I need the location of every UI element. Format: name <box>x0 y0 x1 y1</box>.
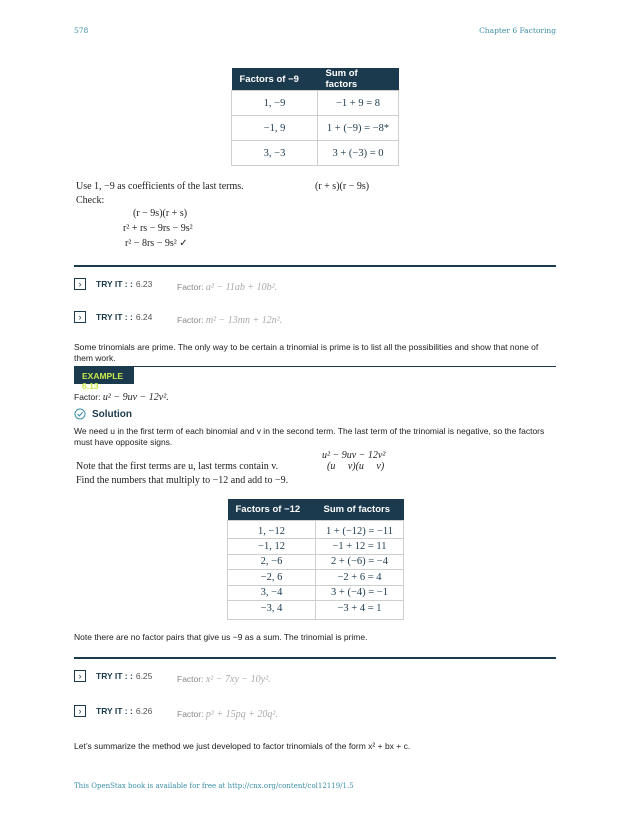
table-cell: −1, 12 <box>228 539 316 554</box>
use-coefficients-expr: (r + s)(r − 9s) <box>315 181 370 192</box>
table-header-sum: Sum of factors <box>316 499 404 521</box>
table-cell: 1, −9 <box>232 91 318 116</box>
table-row <box>228 570 404 585</box>
table-cell: −1, 9 <box>232 116 318 141</box>
try-it-number: 6.26 <box>135 706 153 716</box>
chevron-right-icon[interactable]: › <box>74 311 86 323</box>
factor-label: Factor: <box>74 392 101 402</box>
example-label: EXAMPLE 6.13 <box>82 371 124 391</box>
try-it-6-25[interactable] <box>74 669 152 683</box>
example-binomial-template: (u v)(u v) <box>327 461 385 472</box>
table-cell: 1, −12 <box>228 521 316 539</box>
table-row <box>228 554 404 569</box>
table-cell: 1 + (−12) = −11 <box>316 521 404 539</box>
section-divider <box>74 265 556 267</box>
page-number: 578 <box>74 26 89 35</box>
table-cell: −3, 4 <box>228 600 316 619</box>
try-it-label: TRY IT : : <box>96 671 133 681</box>
note-find-numbers: Find the numbers that multiply to −12 and add to −9. <box>76 475 289 486</box>
chevron-right-icon[interactable]: › <box>74 670 86 682</box>
table-row <box>232 91 399 116</box>
table-cell: 3, −4 <box>228 585 316 600</box>
table-cell: −3 + 4 = 1 <box>316 600 404 619</box>
table-row <box>232 141 399 166</box>
try-it-label: TRY IT : : <box>96 312 133 322</box>
section-divider <box>74 657 556 659</box>
table-row <box>228 539 404 554</box>
try-it-number: 6.25 <box>135 671 153 681</box>
try-it-number: 6.23 <box>135 279 153 289</box>
try-it-expression: p² + 15pq + 20q². <box>205 709 278 720</box>
table-row <box>228 521 404 539</box>
table-cell: 3 + (−4) = −1 <box>316 585 404 600</box>
factor-label: Factor: <box>177 282 204 292</box>
table-cell: −2, 6 <box>228 570 316 585</box>
try-it-6-24[interactable] <box>74 310 152 324</box>
use-coefficients-text: Use 1, −9 as coefficients of the last terms. <box>76 181 244 192</box>
chevron-right-icon[interactable]: › <box>74 705 86 717</box>
table-header-sum: Sum of factors <box>318 68 399 91</box>
table-header-factors: Factors of −12 <box>228 499 316 521</box>
table-cell: 3 + (−3) = 0 <box>318 141 399 166</box>
table-cell: −1 + 12 = 11 <box>316 539 404 554</box>
try-it-expression: a² − 11ab + 10b². <box>205 282 278 293</box>
check-line-3: r² − 8rs − 9s² ✓ <box>125 238 188 249</box>
table-row <box>232 116 399 141</box>
chapter-title: Chapter 6 Factoring <box>479 26 556 35</box>
try-it-factor-6-23 <box>177 282 277 293</box>
try-it-number: 6.24 <box>135 312 153 322</box>
example-top-rule <box>74 366 556 367</box>
try-it-expression: m² − 13mn + 12n². <box>205 315 283 326</box>
factor-label: Factor: <box>177 315 204 325</box>
footer-link[interactable]: This OpenStax book is available for free at http://cnx.org/content/col12119/1.5 <box>74 782 354 790</box>
check-circle-icon <box>74 408 86 420</box>
example-expression: u² − 9uv − 12v². <box>102 392 169 403</box>
table-row <box>228 600 404 619</box>
check-line-2: r² + rs − 9rs − 9s² <box>123 223 193 234</box>
example-factor-line <box>74 392 169 403</box>
table-cell: 1 + (−9) = −8* <box>318 116 399 141</box>
table-header-factors: Factors of −9 <box>232 68 318 91</box>
solution-label: Solution <box>92 408 132 420</box>
chevron-right-icon[interactable]: › <box>74 278 86 290</box>
try-it-factor-6-25 <box>177 674 271 685</box>
try-it-expression: x² − 7xy − 10y². <box>205 674 271 685</box>
try-it-factor-6-24 <box>177 315 282 326</box>
summary-paragraph: Let’s summarize the method we just developed to factor trinomials of the form x² + bx + c. <box>74 741 411 751</box>
try-it-label: TRY IT : : <box>96 279 133 289</box>
no-factor-pairs-paragraph: Note there are no factor pairs that give us −9 as a sum. The trinomial is prime. <box>74 632 368 642</box>
prime-trinomials-paragraph: Some trinomials are prime. The only way to be certain a trinomial is prime is to list all the possibilities and show that none of them work. <box>74 342 539 363</box>
table-cell: 2 + (−6) = −4 <box>316 554 404 569</box>
table-cell: 2, −6 <box>228 554 316 569</box>
factor-table-minus-12 <box>227 499 404 620</box>
solution-explanation: We need u in the first term of each binomial and v in the second term. The last term of the trinomial is negative, so the factors must have opposite signs. <box>74 426 545 447</box>
table-cell: −2 + 6 = 4 <box>316 570 404 585</box>
factor-label: Factor: <box>177 674 204 684</box>
table-cell: 3, −3 <box>232 141 318 166</box>
factor-table-minus-9 <box>231 68 399 166</box>
example-math-expression: u² − 9uv − 12v² <box>322 450 386 461</box>
check-line-1: (r − 9s)(r + s) <box>133 208 188 219</box>
table-row <box>228 585 404 600</box>
note-first-terms: Note that the first terms are u, last terms contain v. <box>76 461 279 472</box>
example-tab <box>74 367 134 391</box>
check-label: Check: <box>76 195 105 206</box>
table-cell: −1 + 9 = 8 <box>318 91 399 116</box>
try-it-label: TRY IT : : <box>96 706 133 716</box>
solution-heading <box>74 408 132 420</box>
try-it-factor-6-26 <box>177 709 278 720</box>
factor-label: Factor: <box>177 709 204 719</box>
try-it-6-26[interactable] <box>74 704 152 718</box>
try-it-6-23[interactable] <box>74 277 152 291</box>
